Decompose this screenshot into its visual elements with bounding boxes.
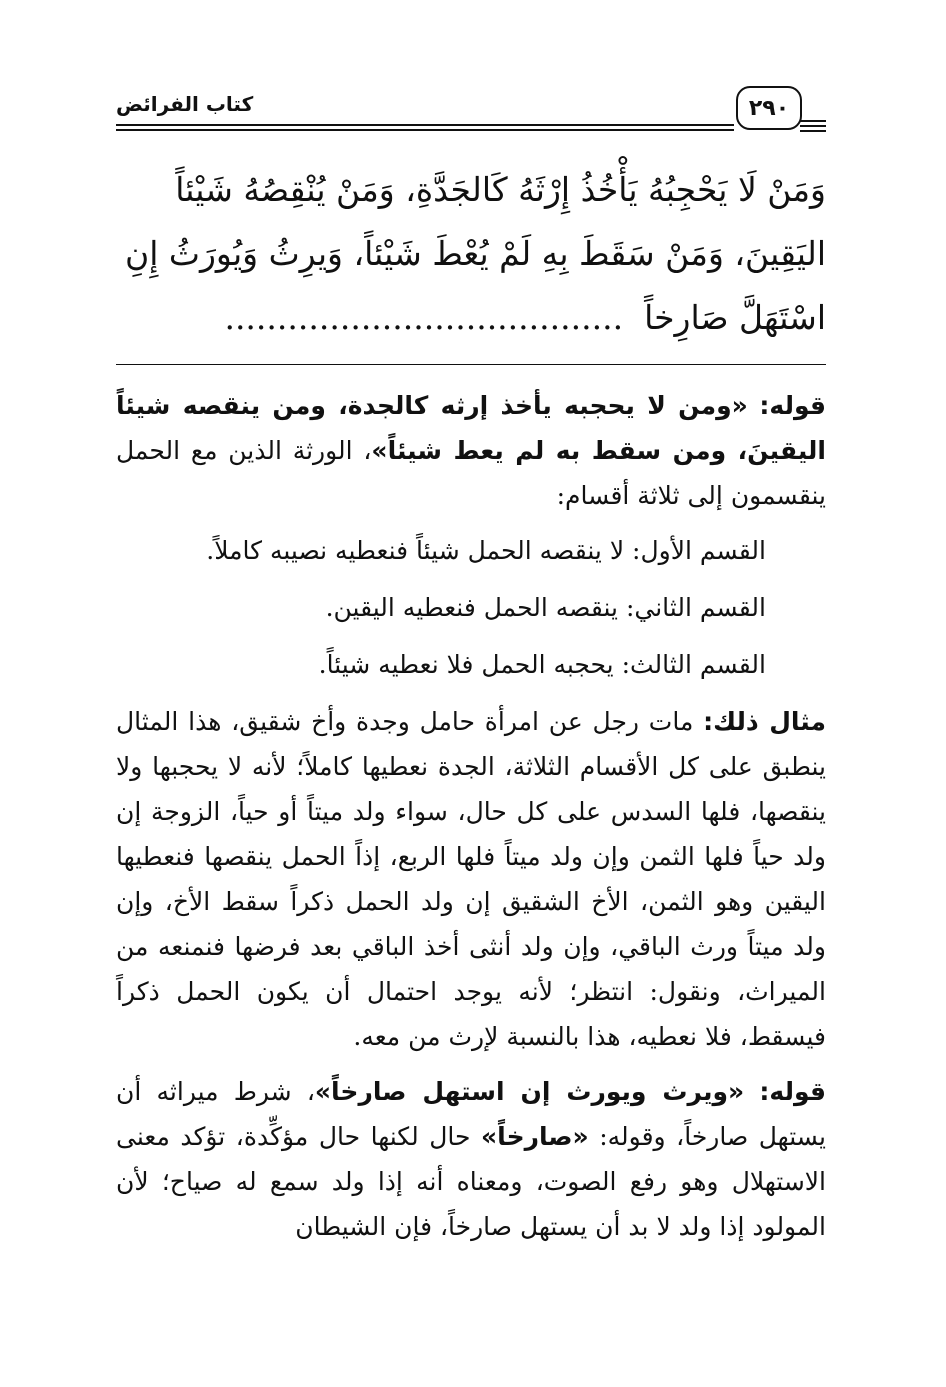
header-rule: [800, 130, 826, 132]
matn-dots: ......................................: [224, 298, 624, 337]
paragraph-lead: قوله:: [759, 391, 827, 420]
header-rule: [116, 129, 734, 131]
quoted-matn: «ومن لا يحجبه يأخذ إرثه كالجدة، ومن ينقصه شيئاً: [116, 391, 748, 420]
header-rule: [800, 125, 826, 127]
paragraph-text: ، شرط ميراثه أن يستهل صارخاً، وقوله:: [116, 1077, 826, 1151]
matn-line-text: اسْتَهَلَّ صَارِخاً: [644, 298, 826, 337]
quoted-matn: «ويرث ويورث إن استهل صارخاً»: [314, 1077, 745, 1106]
paragraph-text: ، الورثة الذين مع الحمل ينقسمون إلى ثلاثة أقسام:: [116, 436, 826, 510]
paragraph-text: مات رجل عن امرأة حامل وجدة وأخ شقيق، هذا المثال ينطبق على كل الأقسام الثلاثة، الجدة نعطيها كاملاً؛ لأنه لا يحجبها ولا ينقصها، فلها السدس على كل حال، سواء ولد ميتاً أو حياً، الزوجة إن ولد حياً فلها الثمن وإن ولد ميتاً فلها الربع، إذاً الحمل ينقصها فنعطيها اليقين وهو الثمن، الأخ الشقيق إن ولد الحمل ذكراً سقط الأخ، وإن ولد ميتاً ورث الباقي، وإن ولد أنثى أخذ الباقي بعد فرضها فنمنعه من الميراث، ونقول: انتظر؛ لأنه يوجد احتمال أن يكون الحمل ذكراً فيسقط، فلا نعطيه، هذا بالنسبة لإرث من معه.: [116, 707, 826, 1051]
section-divider: [116, 364, 826, 365]
section-item: القسم الثالث: يحجبه الحمل فلا نعطيه شيئاً.: [318, 650, 766, 679]
section-item: القسم الأول: لا ينقصه الحمل شيئاً فنعطيه نصيبه كاملاً.: [206, 536, 766, 565]
paragraph-lead: قوله:: [759, 1077, 826, 1106]
matn-line: [116, 286, 826, 350]
page-number: ٢٩٠: [736, 86, 802, 130]
book-title: كتاب الفرائض: [116, 92, 254, 116]
matn-line: وَمَنْ لَا يَحْجِبُهُ يَأْخُذُ إِرْثَهُ كَالجَدَّةِ، وَمَنْ يُنْقِصُهُ شَيْئاً: [175, 170, 826, 209]
commentary-paragraph: [116, 1069, 826, 1249]
quoted-matn: اليقينَ، ومن سقط به لم يعط شيئاً»: [371, 436, 826, 465]
commentary-paragraph: [116, 699, 826, 1059]
quoted-matn: «صارخاً»: [481, 1122, 589, 1151]
book-page: [116, 86, 826, 1259]
commentary: [116, 383, 826, 1249]
matn-line: اليَقِينَ، وَمَنْ سَقَطَ بِهِ لَمْ يُعْطَ شَيْئاً، وَيرِثُ وَيُورَثُ إِنِ: [125, 234, 826, 273]
commentary-paragraph: [116, 383, 826, 518]
section-item: القسم الثاني: ينقصه الحمل فنعطيه اليقين.: [325, 593, 766, 622]
header-rule: [116, 124, 734, 126]
paragraph-lead: مثال ذلك:: [703, 707, 826, 736]
paragraph-text: حال لكنها حال مؤكِّدة، تؤكد معنى الاستهلال وهو رفع الصوت، ومعناه أنه إذا ولد سمع له صياح؛ لأن المولود إذا ولد لا بد أن يستهل صارخاً، فإن الشيطان: [116, 1122, 826, 1241]
header-rule: [800, 120, 826, 122]
matn-verse: [116, 158, 826, 350]
page-header: [116, 86, 826, 138]
